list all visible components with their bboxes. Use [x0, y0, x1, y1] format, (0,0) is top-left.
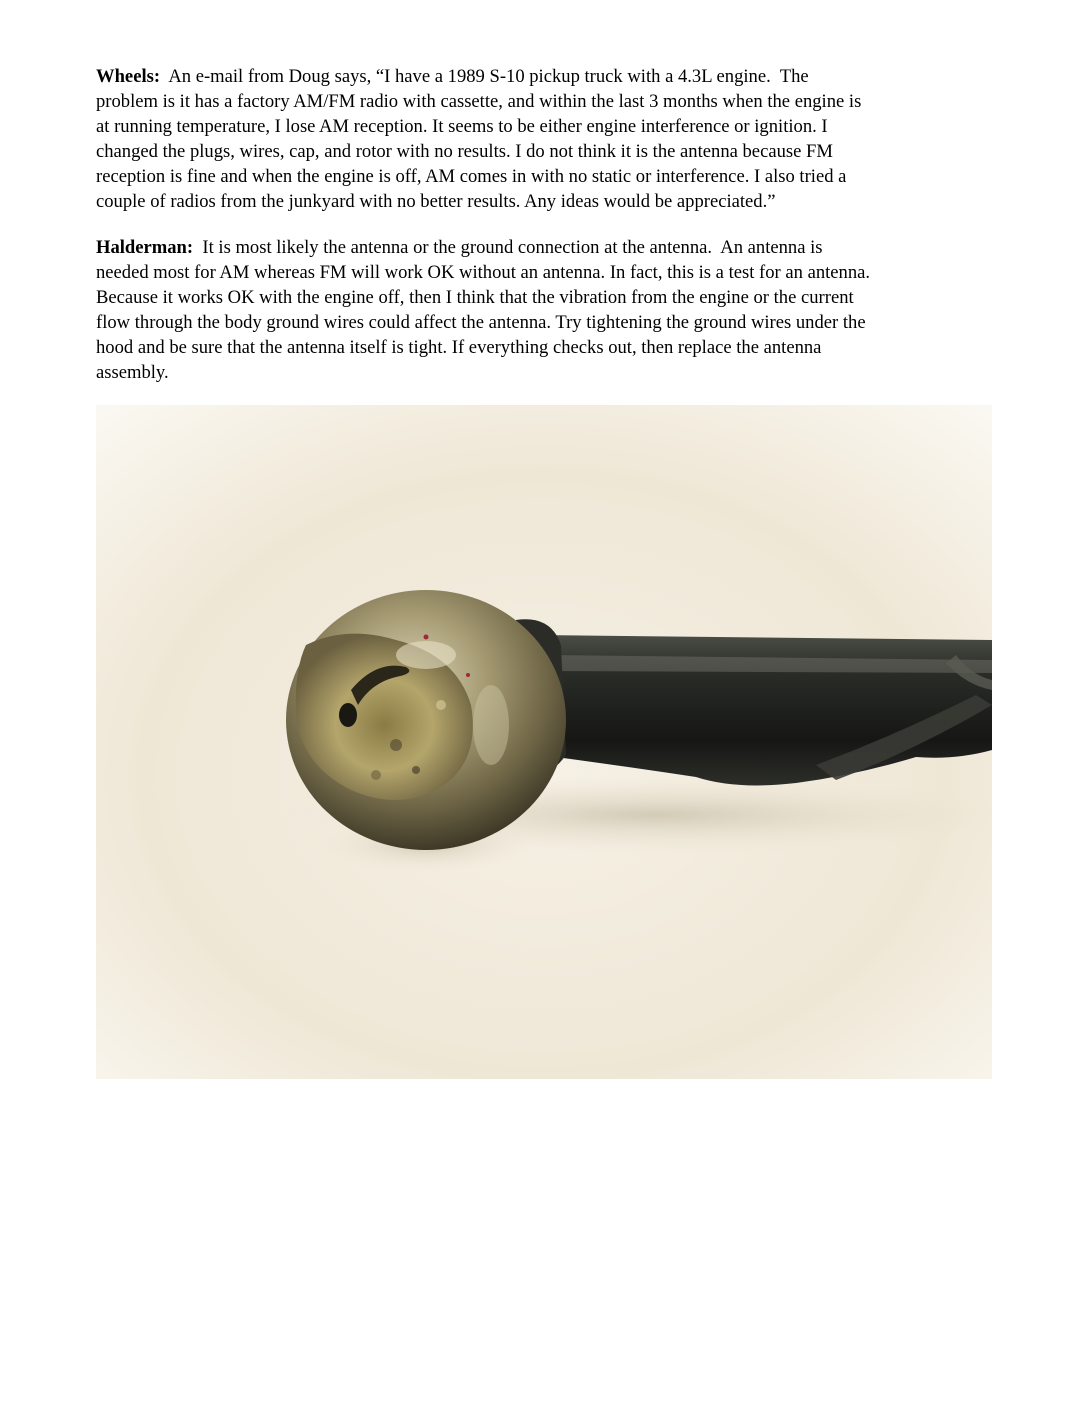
- corroded-antenna-photo: [96, 405, 992, 1079]
- text-line: problem is it has a factory AM/FM radio with cassette, and within the last 3 months when the engine is: [96, 91, 862, 112]
- text-line-content: An e-mail from Doug says, “I have a 1989 S-10 pickup truck with a 4.3L engine. The: [160, 66, 809, 87]
- text-line: changed the plugs, wires, cap, and rotor with no results. I do not think it is the antenna because FM: [96, 141, 833, 162]
- wheels-label: Wheels:: [96, 66, 161, 87]
- wheels-question-paragraph: [96, 64, 996, 214]
- text-line: hood and be sure that the antenna itself is tight. If everything checks out, then replace the antenna: [96, 337, 822, 358]
- text-line: [96, 64, 996, 89]
- text-line: at running temperature, I lose AM reception. It seems to be either engine interference or ignition. I: [96, 116, 828, 137]
- text-line: couple of radios from the junkyard with no better results. Any ideas would be appreciated.”: [96, 191, 776, 212]
- text-line: reception is fine and when the engine is off, AM comes in with no static or interference. I also tried a: [96, 166, 847, 187]
- text-line: assembly.: [96, 362, 169, 383]
- text-line: flow through the body ground wires could affect the antenna. Try tightening the ground wires under the: [96, 312, 866, 333]
- text-line: [96, 235, 996, 260]
- text-line-content: It is most likely the antenna or the ground connection at the antenna. An antenna is: [193, 237, 823, 258]
- text-line: needed most for AM whereas FM will work OK without an antenna. In fact, this is a test for an antenna.: [96, 262, 871, 283]
- text-line: Because it works OK with the engine off, then I think that the vibration from the engine or the current: [96, 287, 854, 308]
- halderman-answer-paragraph: [96, 235, 996, 385]
- halderman-label: Halderman:: [96, 237, 194, 258]
